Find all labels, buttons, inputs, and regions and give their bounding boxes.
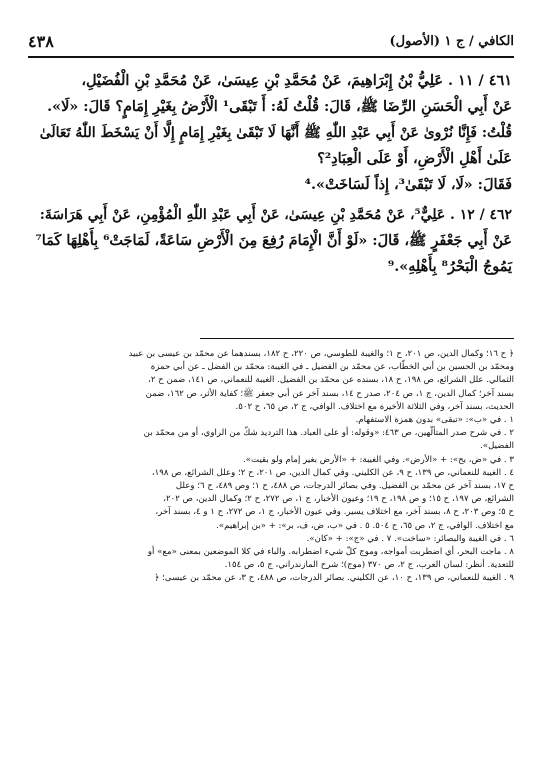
footnote-line: ﴿ ح ١٦؛ وكمال الدين، ص ٢٠١، ح ١؛ والغيبة للطوسي، ص ٢٢٠، ح ١٨٢، بسندهما عن محمّد بن عيسى بن عبيد (128, 349, 514, 359)
footnote-line: ح ٥؛ وص ٢٠٣، ح ٨، بسند آخر، مع اختلاف يسير. وفي عيون الأخبار، ج ١، ص ٢٧٢، ح ١ و ٤، بسند آخر، (155, 507, 514, 518)
footnote-line: الحديث، بسند آخر، وفي الثلاثة الأخيرة مع اختلاف. الوافي، ج ٢، ص ٦٥، ح ٥٠٢. (235, 401, 514, 412)
footnote-line: ٤ . الغيبة للنعماني، ص ١٣٩، ح ٩، عن الكليني. وفي كمال الدين، ص ٢٠١، ح ٢؛ وعلل الشرائع، ص ١٩٨، (151, 467, 514, 478)
text-line: عَنْ أَبِي الْحَسَنِ الرِّضَا ﷺ، قَالَ: قُلْتُ لَهُ: أَ تَبْقَى¹ الْأَرْضُ بِغَيْرِ إِمَامٍ؟ قَالَ: «لَا». (47, 98, 512, 115)
footnote-line: ١ . في «ب»: «تبقى» بدون همزة الاستفهام. (355, 415, 514, 426)
text-line: قُلْتُ: فَإِنَّا نُرْوىٰ عَنْ أَبِي عَبْدِ اللّٰهِ ﷺ أَنَّهَا لَا تَبْقَىٰ بِغَيْرِ إِمَامٍ إِلَّا أَنْ يَسْخَطَ اللّٰهُ تَعَالَىٰ (39, 125, 512, 141)
footnote-line: الشرائع، ص ١٩٧، ح ١٥؛ و ص ١٩٨، ح ١٩؛ وعيون الأخبار، ج ١، ص ٢٧٢، ح ٢؛ وكمال الدين، ص ٢٠٢، (163, 494, 514, 505)
header-rule (28, 56, 514, 58)
footnote-line: ومحمّد بن الحسين بن أبي الخطّاب، عن محمّد بن الفضيل ـ في الغيبة: محمّد بن الفضل ـ عن أبي حمزة (150, 362, 514, 373)
hadith-text (30, 68, 512, 280)
footnotes (28, 348, 514, 586)
footnote-line: الفضيل». (480, 441, 514, 452)
footnote-line: مع اختلاف. الوافي، ج ٢، ص ٦٥، ح ٥٠٤. ٥ . في «ب، ض، ف، بر»: + «بن إبراهيم». (216, 520, 514, 531)
footnote-line: ٦ . في الغيبة والبصائر: «ساخت». ٧ . في «ج»: + «كان». (306, 533, 514, 544)
text-line: فَقَالَ: «لَا، لَا تَبْقَىٰ³، إِذاً لَسَاخَتْ».⁴ (304, 176, 512, 193)
footnote-separator (200, 338, 514, 339)
footnote-line: بسند آخر؛ كمال الدين، ج ١، ص ٢٠٤، صدر ح ١٤، بسند آخر عن أبي جعفر ﷺ؛ كفاية الأثر، ص ١٦٢، ضمن (145, 388, 514, 399)
footnote-line: ح ١٧، بسند آخر عن محمّد بن الفضيل. وفي بصائر الدرجات، ص ٤٨٨، ح ١؛ وص ٤٨٩، ح ٦؛ وعلل (175, 481, 514, 492)
footnote-line: ٣ . في «ض، بح»: + «الأرض». وفي الغيبة: + «الأرض بغير إمام ولو بقيت». (243, 454, 514, 465)
footnote-line: ٩ . الغيبة للنعماني، ص ١٣٩، ح ١٠، عن الكليني. بصائر الدرجات، ص ٤٨٨، ح ٣، عن محمّد بن عيسى؛ ﴿ (154, 573, 514, 584)
page-number: ٤٣٨ (28, 32, 54, 51)
text-line: عَلَىٰ أَهْلِ الْأَرْضِ، أَوْ عَلَى الْعِبَادِ²؟ (317, 150, 512, 167)
footnote-line: ٨ . ماجت البحر، أي اضطربت أمواجه، وموج كلّ شيء اضطرابه. والباء في كلا الموضعين بمعنى «مع» أو (147, 547, 514, 558)
footnote-line: ٢ . في شرح صدر المتألّهين، ص ٤٦٣: «وقوله: أو على العباد. هذا الترديد شكّ من الراوي، أو من محمّد بن (143, 428, 514, 439)
text-line: يَمُوجُ الْبَحْرُ⁸ بِأَهْلِهِ».⁹ (387, 258, 512, 275)
footnote-line: الثمالي. علل الشرائع، ص ١٩٨، ح ١٨، بسنده عن محمّد بن الفضيل. الغيبة للنعماني، ص ١٤١، ضمن ح ٢، (148, 375, 514, 386)
text-line: ٤٦٢ / ١٢ . عَلِيٌّ⁵، عَنْ مُحَمَّدِ بْنِ عِيسَىٰ، عَنْ أَبِي عَبْدِ اللّٰهِ الْمُؤْمِنِ، عَنْ أَبِي هَرَاسَةَ: (39, 207, 512, 223)
running-header (28, 32, 514, 54)
running-title: الكافي / ج ١ (الأصول) (389, 34, 514, 49)
text-line: ٤٦١ / ١١ . عَلِيُّ بْنُ إِبْرَاهِيمَ، عَنْ مُحَمَّدِ بْنِ عِيسَىٰ، عَنْ مُحَمَّدِ بْنِ الْفُضَيْلِ، (81, 72, 512, 89)
text-line: عَنْ أَبِي جَعْفَرٍ ﷺ، قَالَ: «لَوْ أَنَّ الْإِمَامَ رُفِعَ مِنَ الْأَرْضِ سَاعَةً، لَمَاجَتْ⁶ بِأَهْلِهَا كَمَا⁷ (35, 232, 512, 249)
footnote-line: للتعدية. أنظر: لسان العرب، ج ٢، ص ٣٧٠ (موج)؛ شرح المازندراني، ج ٥، ص ١٥٤. (224, 560, 514, 571)
